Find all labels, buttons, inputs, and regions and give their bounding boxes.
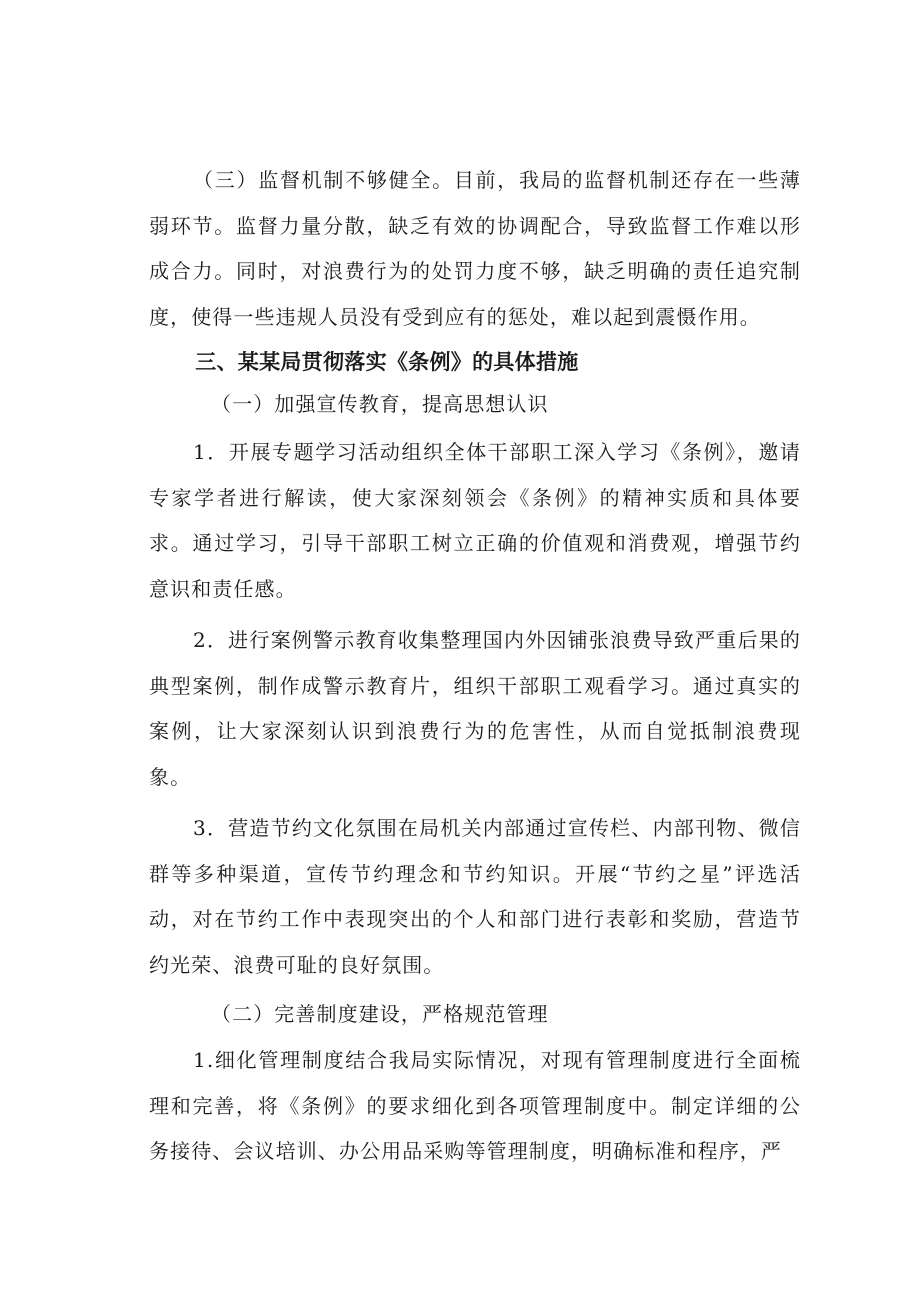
paragraph-supervision-mechanism: （三）监督机制不够健全。目前，我局的监督机制还存在一些薄弱环节。监督力量分散，缺乏有效的协调配合，导致监督工作难以形成合力。同时，对浪费行为的处罚力度不够，缺乏明确的责任追究制度，使得一些违规人员没有受到应有的惩处，难以起到震慑作用。	[149, 168, 801, 329]
document-body	[149, 158, 801, 1175]
paragraph-item-refine-rules: 1.细化管理制度结合我局实际情况，对现有管理制度进行全面梳理和完善，将《条例》的要求细化到各项管理制度中。制定详细的公务接待、会议培训、办公用品采购等管理制度，明确标准和程序，严	[149, 1048, 801, 1163]
subheading-publicity-education: （一）加强宣传教育，提高思想认识	[211, 392, 549, 416]
section-heading-measures: 三、某某局贯彻落实《条例》的具体措施	[195, 350, 579, 374]
subheading-system-building: （二）完善制度建设，严格规范管理	[211, 1002, 549, 1026]
paragraph-item-study-activity: 1．开展专题学习活动组织全体干部职工深入学习《条例》，邀请专家学者进行解读，使大家深刻领会《条例》的精神实质和具体要求。通过学习，引导干部职工树立正确的价值观和消费观，增强节约意识和责任感。	[149, 440, 801, 601]
paragraph-item-culture-atmosphere: 3．营造节约文化氛围在局机关内部通过宣传栏、内部刊物、微信群等多种渠道，宣传节约理念和节约知识。开展“节约之星”评选活动，对在节约工作中表现突出的个人和部门进行表彰和奖励，营造节约光荣、浪费可耻的良好氛围。	[149, 816, 801, 977]
paragraph-item-case-warning: 2．进行案例警示教育收集整理国内外因铺张浪费导致严重后果的典型案例，制作成警示教育片，组织干部职工观看学习。通过真实的案例，让大家深刻认识到浪费行为的危害性，从而自觉抵制浪费现象。	[149, 628, 801, 789]
